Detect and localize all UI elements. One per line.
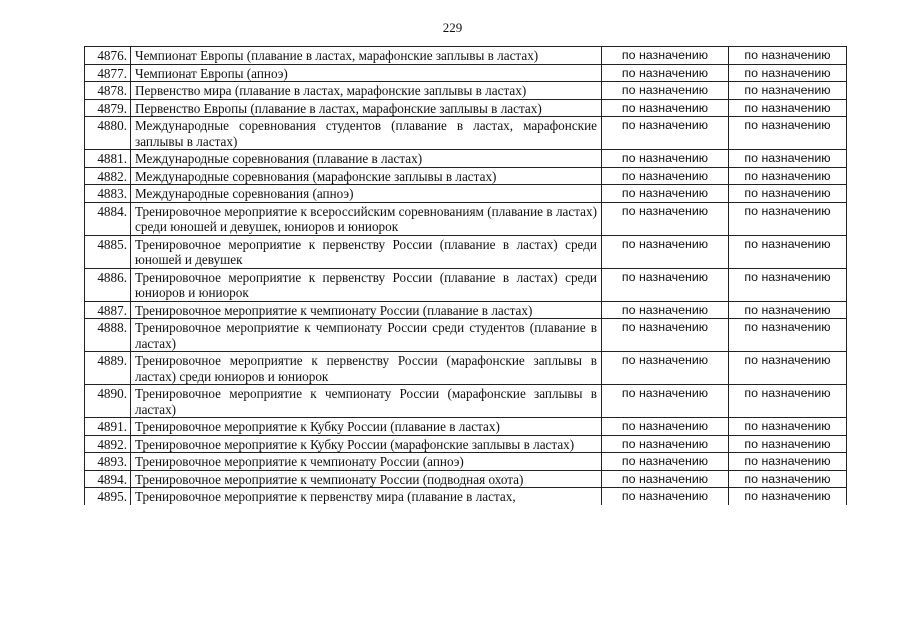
assignment-cell-1: по назначению [602, 99, 729, 117]
row-number-cell: 4887. [85, 301, 131, 319]
assignment-cell-2: по назначению [729, 385, 847, 418]
row-number-cell: 4886. [85, 268, 131, 301]
assignment-cell-2: по назначению [729, 117, 847, 150]
assignment-cell-1: по назначению [602, 202, 729, 235]
assignment-cell-2: по назначению [729, 268, 847, 301]
event-name-cell: Тренировочное мероприятие к чемпионату России (апноэ) [131, 453, 602, 471]
row-number-cell: 4879. [85, 99, 131, 117]
event-name-cell: Тренировочное мероприятие к чемпионату России (марафонские заплывы в ластах) [131, 385, 602, 418]
table-row [85, 268, 847, 301]
table-row [85, 64, 847, 82]
row-number-cell: 4895. [85, 488, 131, 505]
event-name-cell: Международные соревнования студентов (плавание в ластах, марафонские заплывы в ластах) [131, 117, 602, 150]
event-name-cell: Тренировочное мероприятие к Кубку России (марафонские заплывы в ластах) [131, 435, 602, 453]
row-number-cell: 4877. [85, 64, 131, 82]
row-number-cell: 4885. [85, 235, 131, 268]
table-row [85, 202, 847, 235]
event-name-cell: Первенство Европы (плавание в ластах, марафонские заплывы в ластах) [131, 99, 602, 117]
row-number-cell: 4881. [85, 150, 131, 168]
table-row [85, 319, 847, 352]
event-name-cell: Международные соревнования (апноэ) [131, 185, 602, 203]
assignment-cell-1: по назначению [602, 185, 729, 203]
assignment-cell-2: по назначению [729, 235, 847, 268]
table-body [85, 47, 847, 505]
table-row [85, 385, 847, 418]
assignment-cell-2: по назначению [729, 435, 847, 453]
event-name-cell: Чемпионат Европы (плавание в ластах, марафонские заплывы в ластах) [131, 47, 602, 65]
table-row [85, 185, 847, 203]
table-row [85, 167, 847, 185]
assignment-cell-2: по назначению [729, 150, 847, 168]
assignment-cell-1: по назначению [602, 385, 729, 418]
assignment-cell-2: по назначению [729, 301, 847, 319]
event-name-cell: Международные соревнования (марафонские заплывы в ластах) [131, 167, 602, 185]
assignment-cell-2: по назначению [729, 185, 847, 203]
table-row [85, 352, 847, 385]
assignment-cell-2: по назначению [729, 64, 847, 82]
assignment-cell-2: по назначению [729, 319, 847, 352]
table-row [85, 82, 847, 100]
table-row [85, 435, 847, 453]
event-name-cell: Первенство мира (плавание в ластах, марафонские заплывы в ластах) [131, 82, 602, 100]
assignment-cell-1: по назначению [602, 47, 729, 65]
table-row [85, 488, 847, 505]
assignment-cell-1: по назначению [602, 117, 729, 150]
row-number-cell: 4876. [85, 47, 131, 65]
table-row [85, 470, 847, 488]
assignment-cell-2: по назначению [729, 47, 847, 65]
assignment-cell-1: по назначению [602, 352, 729, 385]
event-name-cell: Тренировочное мероприятие к Кубку России (плавание в ластах) [131, 418, 602, 436]
row-number-cell: 4892. [85, 435, 131, 453]
row-number-cell: 4889. [85, 352, 131, 385]
event-name-cell: Тренировочное мероприятие к чемпионату России (плавание в ластах) [131, 301, 602, 319]
assignment-cell-1: по назначению [602, 82, 729, 100]
assignment-cell-2: по назначению [729, 470, 847, 488]
row-number-cell: 4878. [85, 82, 131, 100]
assignment-cell-1: по назначению [602, 470, 729, 488]
assignment-cell-2: по назначению [729, 82, 847, 100]
assignment-cell-1: по назначению [602, 435, 729, 453]
event-name-cell: Тренировочное мероприятие к первенству России (марафонские заплывы в ластах) среди юниоров и юниорок [131, 352, 602, 385]
assignment-cell-1: по назначению [602, 453, 729, 471]
assignment-cell-1: по назначению [602, 268, 729, 301]
assignment-cell-1: по назначению [602, 488, 729, 505]
event-name-cell: Тренировочное мероприятие к всероссийским соревнованиям (плавание в ластах) среди юношей и девушек, юниоров и юниорок [131, 202, 602, 235]
assignment-cell-1: по назначению [602, 150, 729, 168]
assignment-cell-2: по назначению [729, 453, 847, 471]
assignment-cell-1: по назначению [602, 167, 729, 185]
assignment-cell-1: по назначению [602, 418, 729, 436]
event-name-cell: Чемпионат Европы (апноэ) [131, 64, 602, 82]
table-row [85, 99, 847, 117]
table-row [85, 453, 847, 471]
row-number-cell: 4893. [85, 453, 131, 471]
assignment-cell-2: по назначению [729, 352, 847, 385]
table-row [85, 150, 847, 168]
event-name-cell: Тренировочное мероприятие к первенству России (плавание в ластах) среди юниоров и юниорок [131, 268, 602, 301]
table-row [85, 301, 847, 319]
sports-events-table [84, 46, 847, 505]
assignment-cell-2: по назначению [729, 488, 847, 505]
row-number-cell: 4884. [85, 202, 131, 235]
table-row [85, 47, 847, 65]
event-name-cell: Международные соревнования (плавание в ластах) [131, 150, 602, 168]
assignment-cell-1: по назначению [602, 319, 729, 352]
assignment-cell-1: по назначению [602, 301, 729, 319]
assignment-cell-1: по назначению [602, 64, 729, 82]
row-number-cell: 4883. [85, 185, 131, 203]
event-name-cell: Тренировочное мероприятие к чемпионату России среди студентов (плавание в ластах) [131, 319, 602, 352]
assignment-cell-2: по назначению [729, 167, 847, 185]
row-number-cell: 4882. [85, 167, 131, 185]
row-number-cell: 4894. [85, 470, 131, 488]
assignment-cell-2: по назначению [729, 418, 847, 436]
event-name-cell: Тренировочное мероприятие к первенству России (плавание в ластах) среди юношей и девушек [131, 235, 602, 268]
assignment-cell-2: по назначению [729, 202, 847, 235]
event-name-cell: Тренировочное мероприятие к чемпионату России (подводная охота) [131, 470, 602, 488]
table-row [85, 235, 847, 268]
row-number-cell: 4880. [85, 117, 131, 150]
event-name-cell: Тренировочное мероприятие к первенству мира (плавание в ластах, [131, 488, 602, 505]
row-number-cell: 4890. [85, 385, 131, 418]
page-number: 229 [442, 20, 463, 35]
table-row [85, 418, 847, 436]
assignment-cell-1: по назначению [602, 235, 729, 268]
row-number-cell: 4888. [85, 319, 131, 352]
row-number-cell: 4891. [85, 418, 131, 436]
table-row [85, 117, 847, 150]
assignment-cell-2: по назначению [729, 99, 847, 117]
